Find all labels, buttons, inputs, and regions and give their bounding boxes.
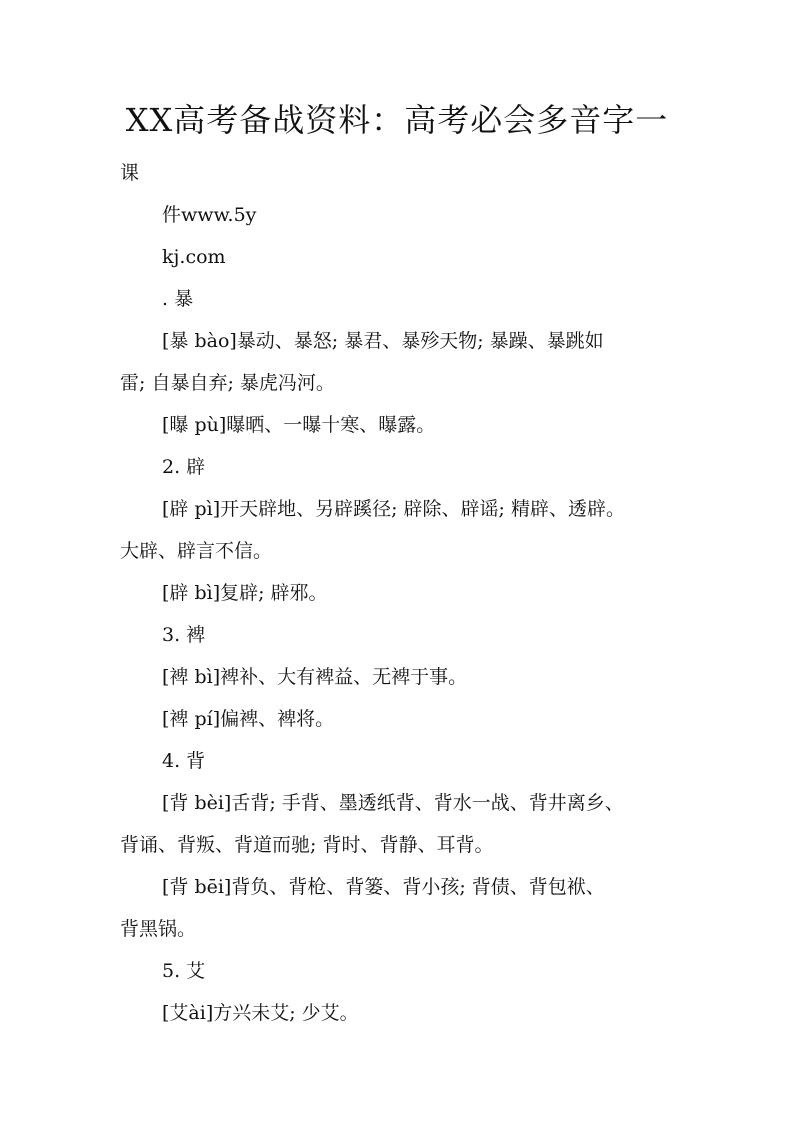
text-line: 背诵、背叛、背道而驰; 背时、背静、耳背。 (120, 834, 494, 856)
text-line: [暴 bào]暴动、暴怒; 暴君、暴殄天物; 暴躁、暴跳如 (162, 330, 604, 352)
text-line: 雷; 自暴自弃; 暴虎冯河。 (120, 372, 335, 394)
text-line: [裨 pí]偏裨、裨将。 (162, 708, 335, 730)
text-line: [裨 bì]裨补、大有裨益、无裨于事。 (162, 666, 468, 688)
text-line: [背 bēi]背负、背枪、背篓、背小孩; 背债、背包袱、 (162, 876, 605, 898)
section-heading: 3. 裨 (162, 624, 206, 646)
text-line: 大辟、辟言不信。 (120, 540, 273, 562)
section-heading: . 暴 (162, 288, 194, 310)
section-heading: 4. 背 (162, 750, 206, 772)
text-line: 件www.5y (162, 204, 257, 226)
text-line: [辟 pì]开天辟地、另辟蹊径; 辟除、辟谣; 精辟、透辟。 (162, 498, 625, 520)
text-line: [曝 pù]曝晒、一曝十寒、曝露。 (162, 414, 436, 436)
text-line: 课 (120, 162, 140, 184)
text-line: [艾ài]方兴未艾; 少艾。 (162, 1002, 359, 1024)
text-line: [辟 bì]复辟; 辟邪。 (162, 582, 328, 604)
document-title: XX高考备战资料：高考必会多音字一 (125, 101, 669, 139)
text-line: 背黑锅。 (120, 918, 197, 940)
section-heading: 2. 辟 (162, 456, 206, 478)
text-line: [背 bèi]舌背; 手背、墨透纸背、背水一战、背井离乡、 (162, 792, 624, 814)
text-line: kj.com (162, 246, 226, 268)
section-heading: 5. 艾 (162, 960, 206, 982)
